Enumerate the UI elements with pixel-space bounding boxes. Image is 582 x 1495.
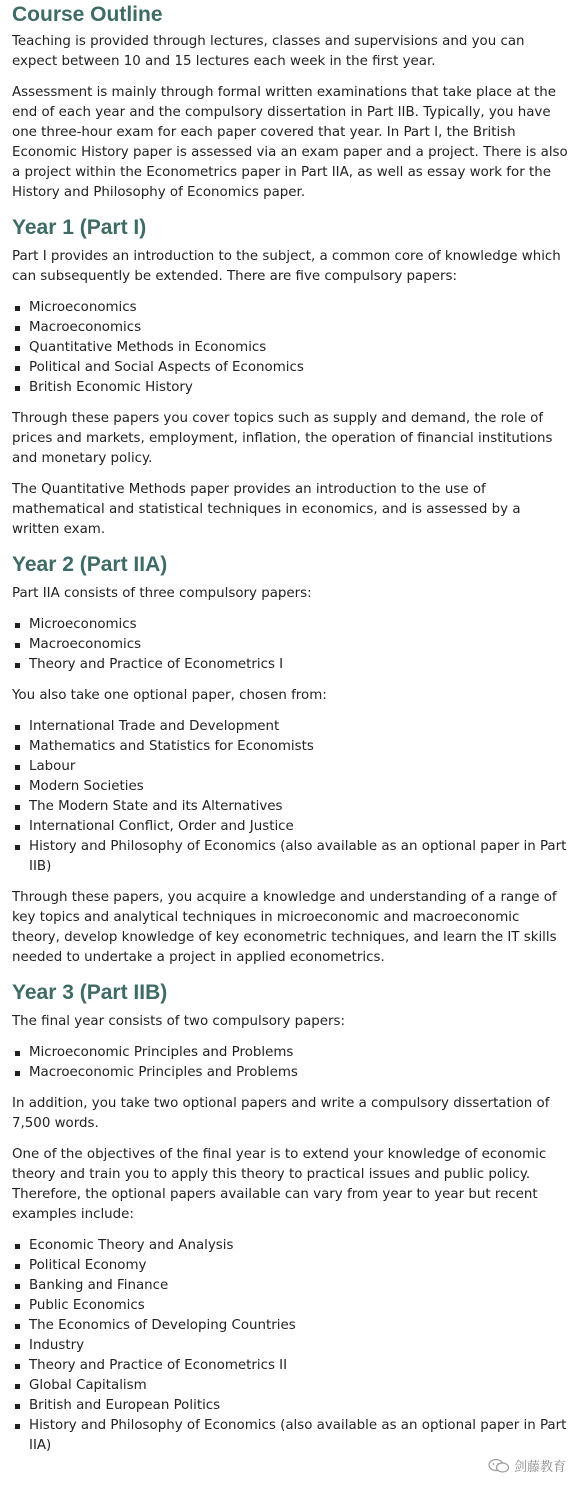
year3-compulsory-list: [12, 1043, 570, 1083]
course-outline-para-1: Teaching is provided through lectures, classes and supervisions and you can expect between 10 and 15 lectures each week in the first year.: [12, 34, 525, 69]
list-item: Global Capitalism: [12, 1376, 570, 1396]
year1-heading: Year 1 (Part I): [12, 216, 147, 239]
year2-optional-intro: You also take one optional paper, chosen from:: [12, 688, 327, 703]
year2-optional-list: [12, 717, 570, 877]
year3-para-3: One of the objectives of the final year is to extend your knowledge of economic theory and train you to apply this theory to practical issues and public policy. Therefore, the optional papers available can vary from year to year but recent examples include:: [12, 1147, 547, 1222]
year1-para-2: Through these papers you cover topics such as supply and demand, the role of prices and markets, employment, inflation, the operation of financial institutions and monetary policy.: [12, 411, 553, 466]
list-item: International Trade and Development: [12, 717, 570, 737]
wechat-icon: [488, 1459, 510, 1473]
list-item: Political and Social Aspects of Economics: [12, 358, 570, 378]
list-item: Theory and Practice of Econometrics I: [12, 655, 570, 675]
course-outline-para-2: Assessment is mainly through formal written examinations that take place at the end of each year and the compulsory dissertation in Part IIB. Typically, you have one three-hour exam for each paper covered that year. In Part I, the British Economic History paper is assessed via an exam paper and a project. There is also a project within the Econometrics paper in Part IIA, as well as essay work for the History and Philosophy of Economics paper.: [12, 85, 568, 200]
list-item: Economic Theory and Analysis: [12, 1236, 570, 1256]
list-item: The Economics of Developing Countries: [12, 1316, 570, 1336]
list-item: Modern Societies: [12, 777, 570, 797]
list-item: Banking and Finance: [12, 1276, 570, 1296]
watermark-text: 剑藤教育: [513, 1460, 566, 1475]
list-item: British and European Politics: [12, 1396, 570, 1416]
watermark: [488, 1456, 566, 1475]
year2-intro: Part IIA consists of three compulsory papers:: [12, 586, 312, 601]
list-item: Theory and Practice of Econometrics II: [12, 1356, 570, 1376]
list-item: International Conflict, Order and Justice: [12, 817, 570, 837]
year3-heading: Year 3 (Part IIB): [12, 981, 168, 1004]
year3-para-2: In addition, you take two optional papers and write a compulsory dissertation of 7,500 words.: [12, 1096, 550, 1131]
year2-heading: Year 2 (Part IIA): [12, 553, 168, 576]
list-item: Quantitative Methods in Economics: [12, 338, 570, 358]
list-item: Macroeconomic Principles and Problems: [12, 1063, 570, 1083]
list-item: Microeconomics: [12, 615, 570, 635]
list-item: The Modern State and its Alternatives: [12, 797, 570, 817]
list-item: Mathematics and Statistics for Economists: [12, 737, 570, 757]
year3-optional-list: [12, 1236, 570, 1456]
course-outline-heading: Course Outline: [12, 3, 163, 26]
list-item: British Economic History: [12, 378, 570, 398]
list-item: Labour: [12, 757, 570, 777]
year2-para-end: Through these papers, you acquire a knowledge and understanding of a range of key topics and analytical techniques in microeconomic and macroeconomic theory, develop knowledge of key econometric techniques, and learn the IT skills needed to undertake a project in applied econometrics.: [12, 890, 557, 965]
year2-compulsory-list: [12, 615, 570, 675]
year1-intro: Part I provides an introduction to the subject, a common core of knowledge which can subsequently be extended. There are five compulsory papers:: [12, 249, 561, 284]
list-item: Macroeconomics: [12, 635, 570, 655]
year3-intro: The final year consists of two compulsory papers:: [12, 1014, 346, 1029]
list-item: Macroeconomics: [12, 318, 570, 338]
year1-papers-list: [12, 298, 570, 398]
list-item: Public Economics: [12, 1296, 570, 1316]
year1-para-3: The Quantitative Methods paper provides an introduction to the use of mathematical and statistical techniques in economics, and is assessed by a written exam.: [12, 482, 521, 537]
list-item: History and Philosophy of Economics (also available as an optional paper in Part IIB): [12, 837, 570, 877]
list-item: Microeconomics: [12, 298, 570, 318]
list-item: Microeconomic Principles and Problems: [12, 1043, 570, 1063]
list-item: Political Economy: [12, 1256, 570, 1276]
list-item: History and Philosophy of Economics (also available as an optional paper in Part IIA): [12, 1416, 570, 1456]
list-item: Industry: [12, 1336, 570, 1356]
